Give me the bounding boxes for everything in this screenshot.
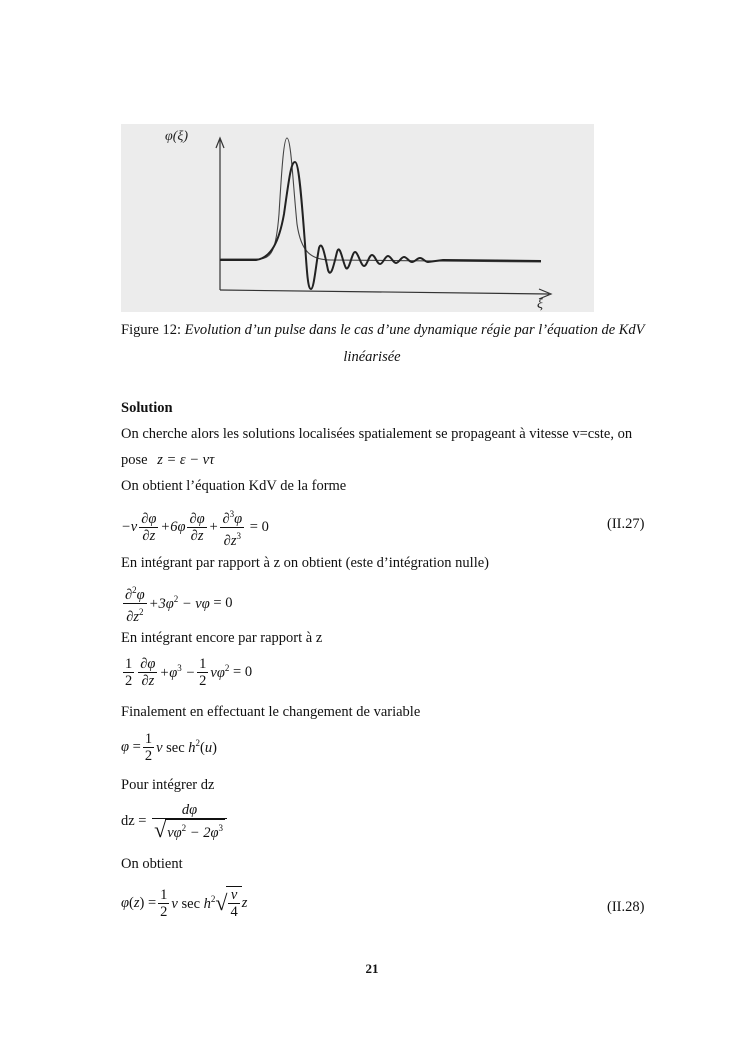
equation-kdv: −v $\frac{\partial\varphi}{\partial z}$ +6φ $\frac{\partial\varphi}{\partial z}$ + $\frac{\partial^3\varphi}{\partial z^3}$ = 0 bbox=[121, 506, 269, 549]
equation-dz: dz = $\frac{d\varphi}{√v\varphi^2 - 2\varphi^3}$ bbox=[121, 802, 229, 841]
figure-caption-line-1 bbox=[121, 321, 645, 339]
paragraph-integrate-dz: Pour intégrer dz bbox=[121, 777, 215, 793]
caption-text: Evolution d’un pulse dans le cas d’une dynamique régie par l’équation de KdV bbox=[184, 322, 645, 338]
paragraph-integration: En intégrant par rapport à z on obtient (este d’intégration nulle) bbox=[121, 555, 490, 571]
soliton-curve bbox=[220, 138, 541, 262]
y-axis-label: φ(ξ) bbox=[165, 129, 189, 144]
equation-change-variable: φ = $\frac{1}{2}$ v $\sec h^2(u)$ bbox=[121, 731, 217, 764]
equation-label-2: (II.28) bbox=[607, 899, 645, 915]
dispersive-pulse-curve bbox=[220, 162, 541, 289]
paragraph-1: On cherche alors les solutions localisées spatialement se propageant à vitesse v=cste, on bbox=[121, 426, 633, 442]
equation-integrated: $\frac{\partial^2\varphi}{\partial z^2}$ $+3\varphi^2 - v\varphi$ = 0 bbox=[121, 582, 232, 625]
equation-label-1: (II.27) bbox=[607, 516, 645, 532]
x-axis-label: ξ bbox=[537, 297, 543, 312]
equation-integrated-2: $\frac{1}{2}$ $\frac{\partial\varphi}{\partial z}$ $+\varphi^3$ − $\frac{1}{2}$ $v\varphi^2$ = 0 bbox=[125, 656, 253, 689]
paragraph-kdv: On obtient l’équation KdV de la forme bbox=[121, 478, 347, 494]
paragraph-result: On obtient bbox=[121, 856, 183, 872]
equation-solution: φ(z) = $\frac{1}{2}$ v $\sec h^2$ √ $\frac{v}{4}$ z bbox=[121, 886, 248, 920]
x-axis bbox=[220, 290, 549, 294]
pose-label: pose bbox=[121, 452, 148, 468]
figure-image bbox=[121, 124, 594, 312]
pose-expression: z = ε − vτ bbox=[157, 452, 215, 468]
caption-prefix: Figure 12: bbox=[121, 322, 185, 338]
paragraph-pose bbox=[121, 451, 214, 469]
paragraph-change-variable: Finalement en effectuant le changement de variable bbox=[121, 704, 421, 720]
paragraph-integration-2: En intégrant encore par rapport à z bbox=[121, 630, 323, 646]
pulse-figure-svg bbox=[121, 124, 594, 312]
figure-caption-line-2: linéarisée bbox=[343, 349, 401, 365]
page-number: 21 bbox=[365, 961, 379, 976]
solution-heading: Solution bbox=[121, 400, 173, 416]
